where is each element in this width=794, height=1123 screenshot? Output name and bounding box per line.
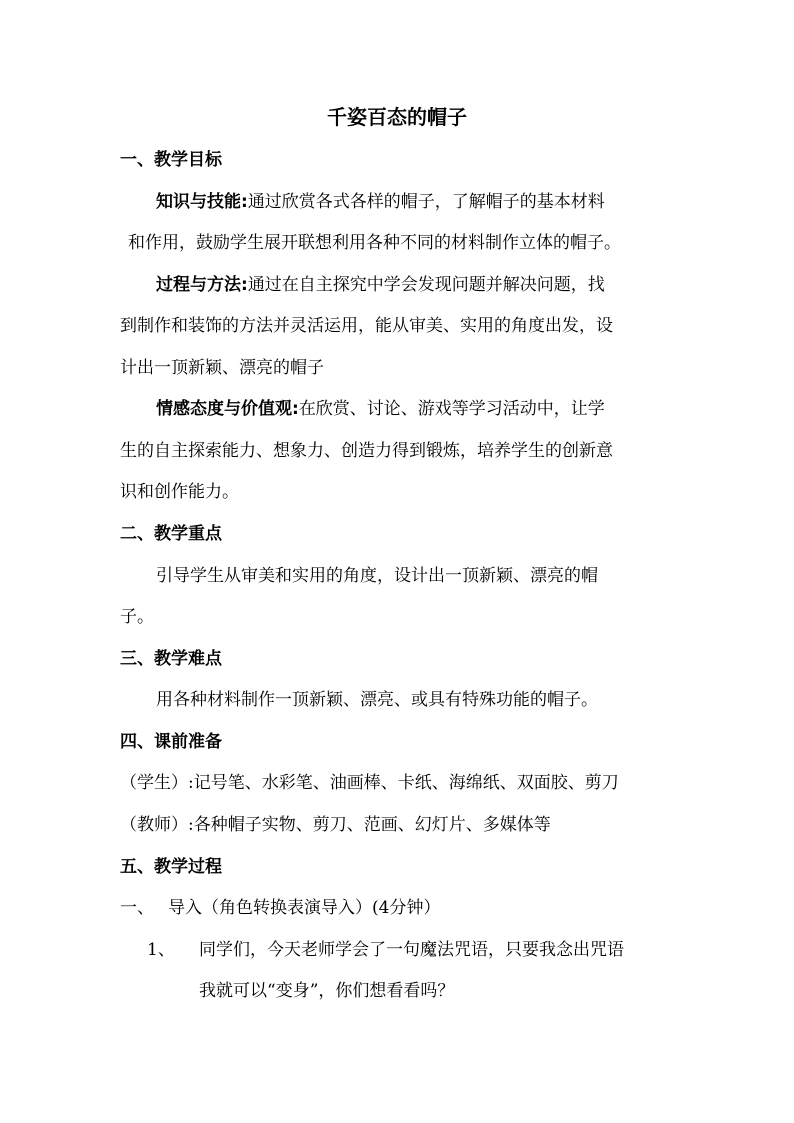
emotion-values-line-3: 识和创作能力。 [120, 482, 239, 502]
emotion-values-line-2: 生的自主探索能力、想象力、创造力得到锻炼，培养学生的创新意 [120, 441, 613, 461]
emotion-values-label: 情感态度与价值观: [156, 399, 299, 419]
emotion-values-line [156, 397, 716, 421]
section-heading-preparation: 四、课前准备 [120, 732, 222, 752]
knowledge-skills-line-2: 和作用，鼓励学生展开联想利用各种不同的材料制作立体的帽子。 [128, 233, 621, 253]
process-methods-line-2: 到制作和装饰的方法并灵活运用，能从审美、实用的角度出发，设 [120, 316, 613, 336]
key-points-line-2: 子。 [120, 607, 154, 627]
knowledge-skills-label: 知识与技能: [156, 192, 248, 212]
emotion-values-text: 在欣赏、讨论、游戏等学习活动中，让学 [298, 399, 605, 419]
process-methods-label: 过程与方法: [156, 275, 248, 295]
process-item-1-number: 1、 [147, 940, 175, 960]
process-step-1 [120, 896, 680, 920]
knowledge-skills-line [156, 190, 716, 214]
difficulties-line-1: 用各种材料制作一顶新颖、漂亮、或具有特殊功能的帽子。 [156, 690, 598, 710]
process-item-1 [147, 938, 707, 962]
section-heading-objectives: 一、教学目标 [120, 150, 222, 170]
process-step-1-number: 一、 [120, 898, 154, 918]
section-heading-process: 五、教学过程 [120, 857, 222, 877]
process-item-1-line-2: 我就可以“变身”，你们想看看吗？ [199, 981, 455, 1001]
process-step-1-text: 导入（角色转换表演导入）(4分钟） [168, 898, 441, 918]
preparation-students: （学生）:记号笔、水彩笔、油画棒、卡纸、海绵纸、双面胶、剪刀 [120, 773, 619, 793]
knowledge-skills-text: 通过欣赏各式各样的帽子，了解帽子的基本材料 [247, 192, 605, 212]
process-item-1-text: 同学们，今天老师学会了一句魔法咒语，只要我念出咒语 [199, 940, 624, 960]
process-methods-line [156, 273, 716, 297]
section-heading-difficulties: 三、教学难点 [120, 649, 222, 669]
section-heading-key-points: 二、教学重点 [120, 524, 222, 544]
key-points-line-1: 引导学生从审美和实用的角度，设计出一顶新颖、漂亮的帽 [156, 566, 598, 586]
document-title: 千姿百态的帽子 [327, 105, 467, 129]
process-methods-text: 通过在自主探究中学会发现问题并解决问题，找 [247, 275, 605, 295]
preparation-teacher: （教师）:各种帽子实物、剪刀、范画、幻灯片、多媒体等 [120, 815, 551, 835]
process-methods-line-3: 计出一顶新颖、漂亮的帽子 [120, 358, 324, 378]
